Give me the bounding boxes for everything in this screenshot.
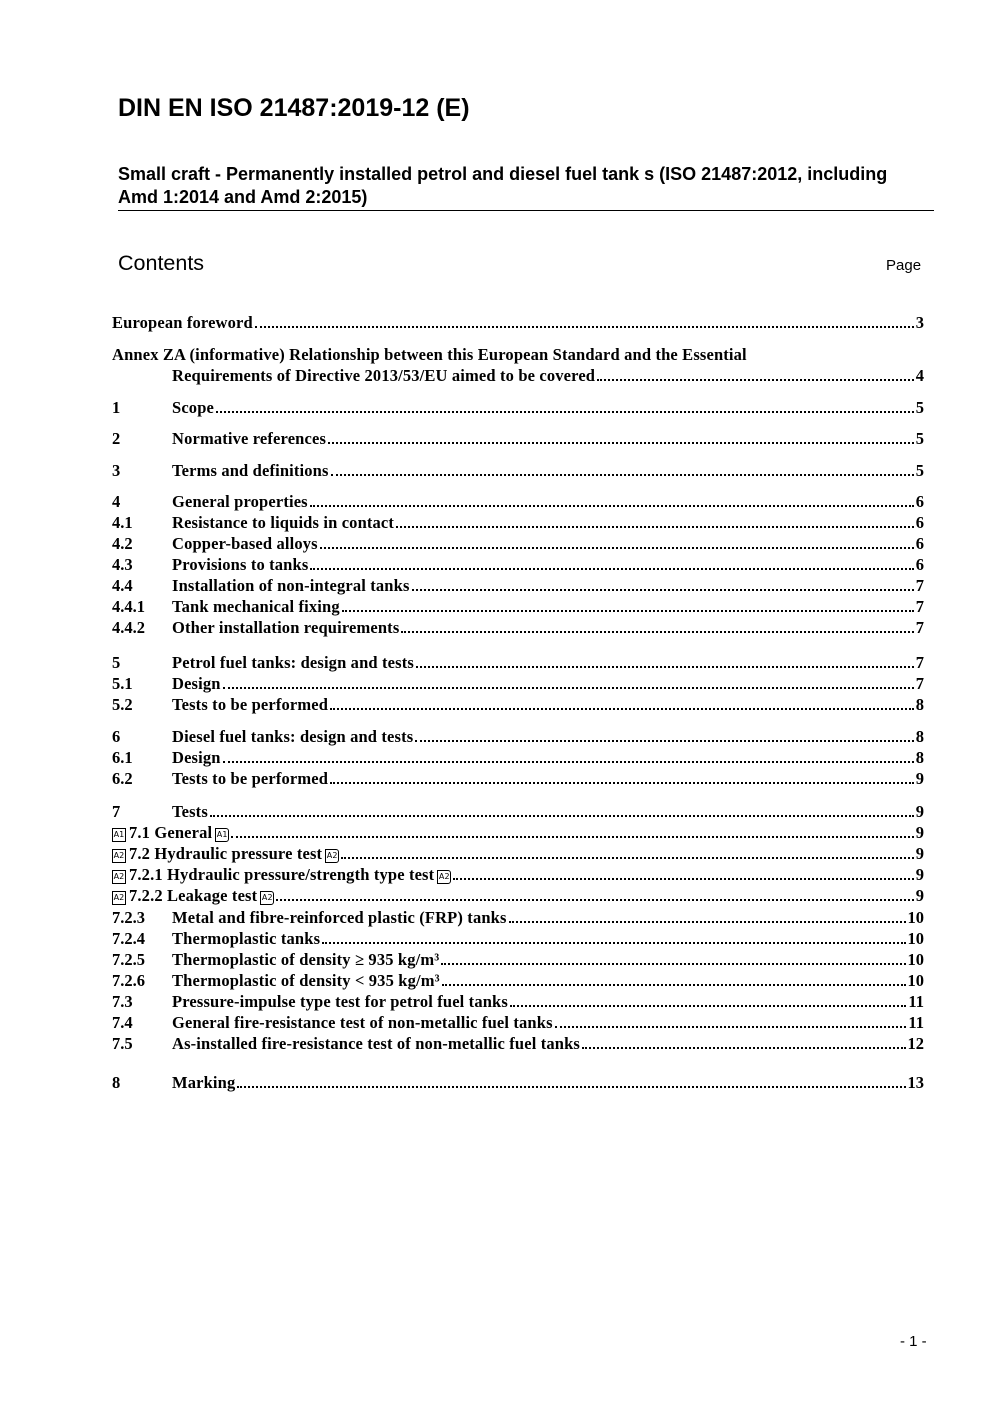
toc-entry[interactable] [112, 673, 924, 694]
toc-number: 7.2 [129, 844, 151, 863]
toc-page: 4 [915, 366, 924, 385]
document-title: DIN EN ISO 21487:2019-12 (E) [118, 94, 470, 122]
toc-page: 6 [915, 534, 924, 553]
dot-leader [441, 963, 905, 965]
amendment-end-marker-icon: A2 [437, 870, 451, 884]
toc-entry[interactable] [112, 694, 924, 715]
toc-page: 6 [915, 513, 924, 532]
dot-leader [210, 815, 914, 817]
toc-entry-foreword[interactable] [112, 312, 924, 333]
toc-title: Thermoplastic of density ≥ 935 kg/m³ [172, 950, 440, 969]
toc-title: Copper-based alloys [172, 534, 318, 553]
toc-entry[interactable] [112, 1072, 924, 1093]
toc-title: Annex ZA (informative) Relationship between this European Standard and the Essential [112, 345, 747, 364]
toc-page: 9 [915, 823, 924, 842]
dot-leader [223, 761, 914, 763]
dot-leader [310, 568, 913, 570]
contents-heading: Contents [118, 251, 205, 275]
toc-number: 7.1 [129, 823, 151, 842]
toc-number: 7.2.2 [129, 886, 163, 905]
toc-title: Provisions to tanks [172, 555, 309, 574]
toc-entry[interactable] [112, 397, 924, 418]
toc-entry[interactable] [112, 747, 924, 768]
dot-leader [412, 589, 914, 591]
toc-entry[interactable] [112, 907, 924, 928]
toc-group [112, 397, 924, 418]
toc-entry[interactable] [112, 460, 924, 481]
toc-page: 5 [915, 461, 924, 480]
dot-leader [415, 740, 913, 742]
toc-number: 6 [112, 727, 121, 746]
toc-title: Marking [172, 1073, 236, 1092]
toc-group [112, 1072, 924, 1093]
toc-group [112, 460, 924, 481]
dot-leader [342, 610, 914, 612]
toc-page: 11 [908, 992, 924, 1011]
toc-title: Other installation requirements [172, 618, 400, 637]
toc-title: As-installed fire-resistance test of non-metallic fuel tanks [172, 1034, 581, 1053]
toc-title: Thermoplastic of density < 935 kg/m³ [172, 971, 440, 990]
toc-page: 5 [915, 398, 924, 417]
toc-number: 7.2.5 [112, 950, 145, 969]
toc-entry[interactable] [112, 928, 924, 949]
toc-number: 4.4.1 [112, 597, 145, 616]
toc-title: Design [172, 748, 221, 767]
toc-number: 4.4 [112, 576, 133, 595]
dot-leader [322, 942, 905, 944]
toc-title: Pressure-impulse type test for petrol fuel tanks [172, 992, 508, 1011]
toc-number: 4.4.2 [112, 618, 145, 637]
toc-page: 8 [915, 695, 924, 714]
dot-leader [555, 1026, 907, 1028]
toc-title: General properties [172, 492, 308, 511]
dot-leader [416, 666, 914, 668]
toc-title: Hydraulic pressure test [154, 844, 323, 863]
dot-leader [510, 1005, 906, 1007]
toc-number: 5.2 [112, 695, 133, 714]
toc-number: 7.2.1 [129, 865, 163, 884]
toc-number: 7.2.4 [112, 929, 145, 948]
toc-number: 7.2.3 [112, 908, 145, 927]
header-rule [118, 210, 934, 211]
toc-number: 4.1 [112, 513, 133, 532]
toc-title: Leakage test [167, 886, 258, 905]
toc-group [112, 491, 924, 638]
toc-entry[interactable] [112, 512, 924, 533]
toc-page: 10 [907, 950, 924, 969]
toc-entry[interactable] [112, 768, 924, 789]
toc-number: 1 [112, 398, 121, 417]
toc-page: 5 [915, 429, 924, 448]
toc-page: 10 [907, 929, 924, 948]
dot-leader [330, 708, 914, 710]
dot-leader [442, 984, 906, 986]
toc-title-continued: Requirements of Directive 2013/53/EU aimed to be covered [172, 366, 596, 385]
toc-group-amended [112, 822, 924, 906]
toc-page: 8 [915, 727, 924, 746]
toc-entry[interactable] [112, 533, 924, 554]
toc-entry[interactable] [112, 617, 924, 638]
dot-leader [453, 878, 913, 880]
toc-entry-annex-za[interactable] [112, 344, 924, 386]
toc-number: 3 [112, 461, 121, 480]
toc-entry[interactable] [112, 575, 924, 596]
toc-title: European foreword [112, 313, 253, 332]
toc-entry[interactable] [112, 428, 924, 449]
toc-number: 7.5 [112, 1034, 133, 1053]
toc-group [112, 907, 924, 1054]
toc-title: Petrol fuel tanks: design and tests [172, 653, 414, 672]
amendment-start-marker-icon: A1 [112, 828, 126, 842]
toc-entry[interactable] [112, 1033, 924, 1054]
toc-page: 3 [915, 313, 924, 332]
toc-number: 5 [112, 653, 121, 672]
toc-page: 7 [915, 576, 924, 595]
toc-title: Resistance to liquids in contact [172, 513, 395, 532]
toc-entry[interactable] [112, 991, 924, 1012]
dot-leader [582, 1047, 905, 1049]
toc-page: 6 [915, 492, 924, 511]
dot-leader [231, 836, 914, 838]
amendment-start-marker-icon: A2 [112, 891, 126, 905]
toc-group [112, 428, 924, 449]
toc-page: 13 [907, 1073, 924, 1092]
dot-leader [223, 687, 914, 689]
amendment-end-marker-icon: A1 [215, 828, 229, 842]
toc-number: 8 [112, 1073, 121, 1092]
toc-page: 9 [915, 844, 924, 863]
toc-page: 8 [915, 748, 924, 767]
dot-leader [320, 547, 914, 549]
dot-leader [597, 379, 914, 381]
toc-number: 7.4 [112, 1013, 133, 1032]
dot-leader [330, 782, 914, 784]
toc-title: Thermoplastic tanks [172, 929, 321, 948]
dot-leader [396, 526, 914, 528]
toc-entry[interactable] [112, 554, 924, 575]
toc-page: 9 [915, 865, 924, 884]
toc-entry[interactable] [112, 885, 924, 906]
toc-page: 12 [907, 1034, 924, 1053]
amendment-end-marker-icon: A2 [260, 891, 274, 905]
dot-leader [401, 631, 913, 633]
toc-number: 6.2 [112, 769, 133, 788]
toc-title: Tests to be performed [172, 695, 329, 714]
toc-title: Hydraulic pressure/strength type test [167, 865, 435, 884]
amendment-end-marker-icon: A2 [325, 849, 339, 863]
toc-page: 7 [915, 653, 924, 672]
toc-page: 9 [915, 886, 924, 905]
toc-page: 7 [915, 618, 924, 637]
toc-number: 4.2 [112, 534, 133, 553]
toc-title: Terms and definitions [172, 461, 329, 480]
toc-entry[interactable] [112, 596, 924, 617]
page-number: - 1 - [900, 1333, 927, 1350]
toc-title: Tests to be performed [172, 769, 329, 788]
toc-number: 7 [112, 802, 121, 821]
dot-leader [328, 442, 914, 444]
toc-title: Tank mechanical fixing [172, 597, 340, 616]
dot-leader [276, 899, 913, 901]
toc-page: 10 [907, 971, 924, 990]
toc-entry[interactable] [112, 970, 924, 991]
toc-page: 9 [915, 802, 924, 821]
toc-entry[interactable] [112, 843, 924, 864]
toc-number: 2 [112, 429, 121, 448]
toc-page: 7 [915, 674, 924, 693]
page-column-label: Page [886, 257, 922, 274]
amendment-start-marker-icon: A2 [112, 870, 126, 884]
toc-entry[interactable] [112, 864, 924, 885]
toc-entry[interactable] [112, 491, 924, 512]
dot-leader [331, 474, 914, 476]
amendment-start-marker-icon: A2 [112, 849, 126, 863]
toc-number: 5.1 [112, 674, 133, 693]
dot-leader [341, 857, 914, 859]
toc-group [112, 652, 924, 715]
toc-entry[interactable] [112, 652, 924, 673]
toc-title: Normative references [172, 429, 327, 448]
toc-title: Design [172, 674, 221, 693]
toc-number: 4 [112, 492, 121, 511]
toc-title: Metal and fibre-reinforced plastic (FRP) tanks [172, 908, 507, 927]
toc-page: 6 [915, 555, 924, 574]
toc-page: 11 [908, 1013, 924, 1032]
toc-title: Scope [172, 398, 214, 417]
toc-page: 7 [915, 597, 924, 616]
toc-number: 4.3 [112, 555, 133, 574]
toc-title: Tests [172, 802, 208, 821]
dot-leader [216, 411, 914, 413]
toc-title: General [154, 823, 213, 842]
toc-entry[interactable] [112, 822, 924, 843]
document-subtitle: Small craft - Permanently installed petrol and diesel fuel tank s (ISO 21487:2012, including Amd 1:2014 and Amd 2:2015) [118, 164, 888, 207]
toc-number: 7.3 [112, 992, 133, 1011]
toc-number: 7.2.6 [112, 971, 145, 990]
toc-group [112, 801, 924, 822]
toc-page: 10 [907, 908, 924, 927]
dot-leader [255, 326, 914, 328]
toc-number: 6.1 [112, 748, 133, 767]
toc-title: Installation of non-integral tanks [172, 576, 410, 595]
dot-leader [310, 505, 914, 507]
dot-leader [237, 1086, 905, 1088]
toc-title: Diesel fuel tanks: design and tests [172, 727, 414, 746]
dot-leader [509, 921, 906, 923]
toc-entry[interactable] [112, 949, 924, 970]
toc-title: General fire-resistance test of non-metallic fuel tanks [172, 1013, 553, 1032]
toc-group [112, 726, 924, 789]
toc-entry[interactable] [112, 1012, 924, 1033]
toc-entry[interactable] [112, 726, 924, 747]
toc-page: 9 [915, 769, 924, 788]
toc-entry[interactable] [112, 801, 924, 822]
